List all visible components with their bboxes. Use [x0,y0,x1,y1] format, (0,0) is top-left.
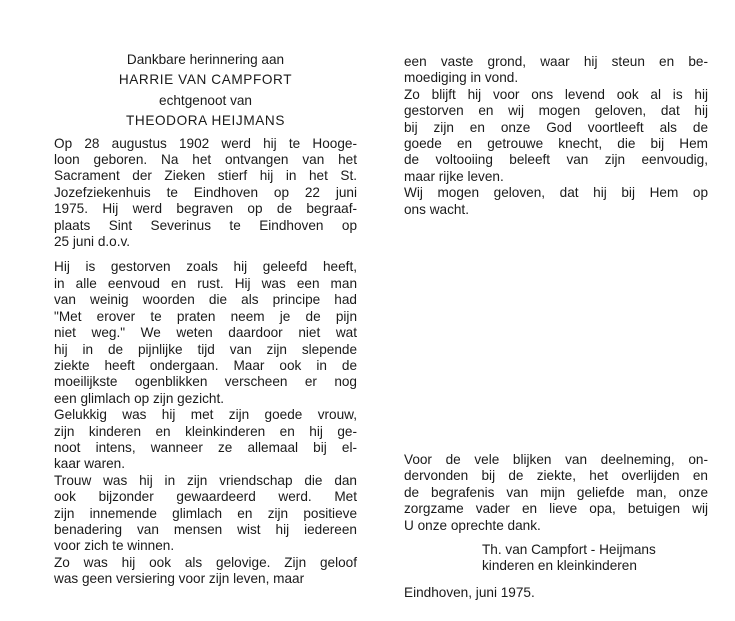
text-line: voor zich te winnen. [54,538,175,554]
text-line: moediging in vond. [404,70,519,86]
text-line: hij in de pijnlijke tijd van zijn slepende [54,341,357,357]
text-line: Zo was hij ook als gelovige. Zijn geloof [54,554,357,570]
text-line: U onze oprechte dank. [404,517,541,533]
text-line: Hij is gestorven zoals hij geleefd heeft, [54,259,357,275]
text-line: een vaste grond, waar hij steun en be- [404,54,708,69]
text-line: Op 28 augustus 1902 werd hij te Hooge- [54,135,357,151]
text-line: bij zijn en onze God voortleeft als de [404,119,708,135]
text-line: "Met erover te praten neem je de pijn [54,308,357,324]
text-line: niet weg." We weten daardoor niet wat [54,325,357,341]
right-column [404,54,708,218]
text-line: ook bijzonder gewaardeerd werd. Met [54,489,357,505]
faith-paragraph [404,54,708,218]
biography-paragraph [54,136,357,251]
text-line: zorgzame vader en lieve opa, betuigen wij [404,501,708,517]
signature-line-1: Th. van Campfort - Heijmans [482,542,656,558]
text-line: maar rijke leven. [404,168,504,184]
text-line: dervonden bij de ziekte, het overlijden en [404,468,708,484]
text-line: plaats Sint Severinus te Eindhoven op [54,217,357,233]
text-line: Trouw was hij in zijn vriendschap die dan [54,472,357,488]
thanks-paragraph [404,452,708,534]
signature-line-2: kinderen en kleinkinderen [482,558,637,574]
deceased-name: HARRIE VAN CAMPFORT [118,72,293,88]
text-line: moeilijkste ogenblikken verscheen er nog [54,374,357,390]
relation-line: echtgenoot van [159,92,252,108]
text-line: Zo blijft hij voor ons levend ook al is hij [404,86,708,102]
character-paragraph [54,259,357,587]
text-line: zijn innemende glimlach en zijn positieve [54,505,357,521]
text-line: ziekte heeft ondergaan. Maar ook in de [54,357,357,373]
text-line: in alle eenvoud en rust. Hij was een man [54,275,357,291]
text-line: gestorven en wij mogen geloven, dat hij [404,103,708,119]
spouse-name: THEODORA HEIJMANS [126,113,285,129]
text-line: een glimlach op zijn gezicht. [54,390,225,406]
intro-line: Dankbare herinnering aan [126,52,285,67]
text-line: de begrafenis van mijn geliefde man, onze [404,484,708,500]
text-line: kaar waren. [54,456,126,472]
text-line: Jozefziekenhuis te Eindhoven op 22 juni [54,184,357,200]
left-column [54,52,357,588]
text-line: 25 juni d.o.v. [54,234,131,250]
text-line: Voor de vele blijken van deelneming, on- [404,452,708,467]
text-line: was geen versiering voor zijn leven, maar [54,571,305,587]
text-line: Gelukkig was hij met zijn goede vrouw, [54,407,357,423]
text-line: ons wacht. [404,201,469,217]
text-line: loon geboren. Na het ontvangen van het [54,152,357,168]
text-line: benadering van mensen wist hij iedereen [54,521,357,537]
text-line: van weinig woorden die als principe had [54,292,357,308]
thanks-block [404,452,708,601]
text-line: goede en getrouwe knecht, die bij Hem [404,136,708,152]
text-line: 1975. Hij werd begraven op de begraaf- [54,201,357,217]
place-date: Eindhoven, juni 1975. [404,584,535,600]
text-line: Wij mogen geloven, dat hij bij Hem op [404,185,708,201]
text-line: zijn kinderen en kleinkinderen en hij ge- [54,423,357,439]
text-line: de voltooiing beleeft van zijn eenvoudig, [404,152,708,168]
text-line: Sacrament der Zieken stierf hij in het St. [54,168,357,184]
text-line: noot intens, wanneer ze allemaal bij el- [54,439,357,455]
